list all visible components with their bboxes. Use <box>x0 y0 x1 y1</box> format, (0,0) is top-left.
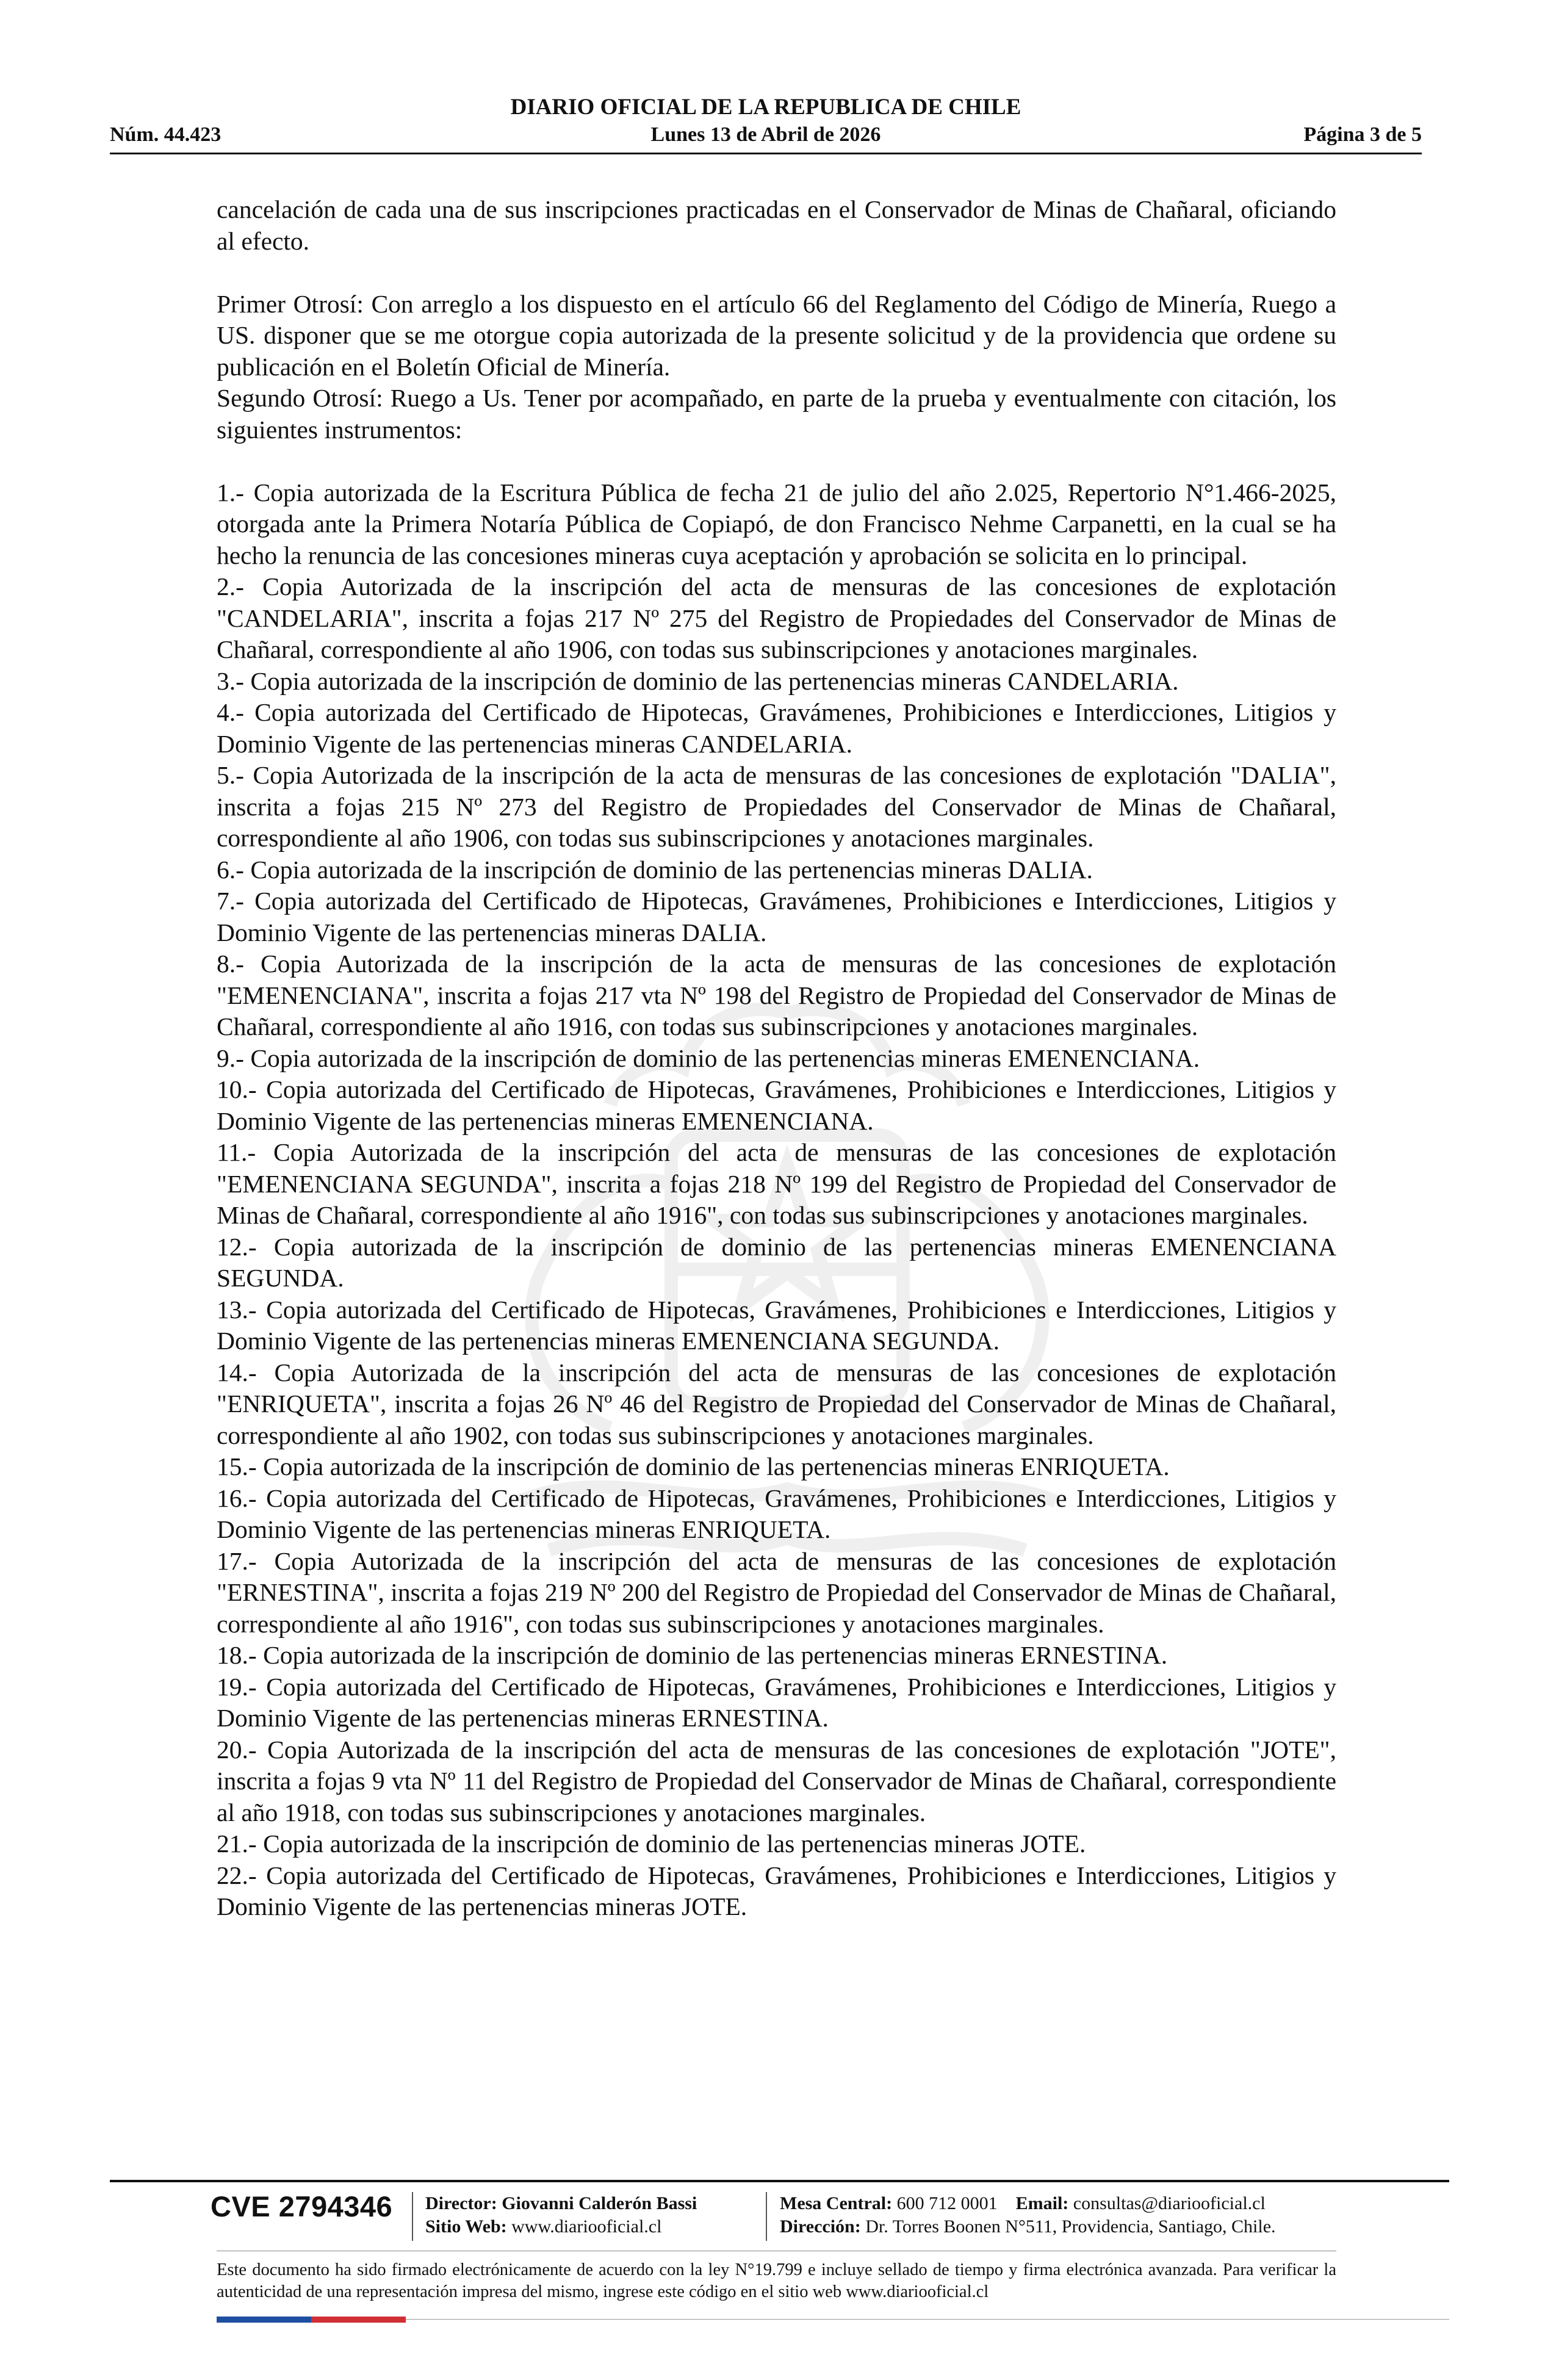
contact-line <box>780 2192 1276 2215</box>
footer-separator <box>412 2192 413 2241</box>
address-line <box>780 2215 1276 2238</box>
list-item: 19.- Copia autorizada del Certificado de Hipotecas, Gravámenes, Prohibiciones e Interdicciones, Litigios y Dominio Vigente de las pertenencias mineras ERNESTINA. <box>217 1672 1336 1732</box>
site-line <box>425 2215 697 2238</box>
flag-red-segment <box>311 2317 406 2323</box>
list-item: 20.- Copia Autorizada de la inscripción del acta de mensuras de las concesiones de explotación "JOTE", inscrita a fojas 9 vta Nº 11 del Registro de Propiedad del Conservador de Minas de Chañaral, correspondiente al año 1918, con todas sus subinscripciones y anotaciones marginales. <box>217 1735 1336 1826</box>
list-item: 16.- Copia autorizada del Certificado de Hipotecas, Gravámenes, Prohibiciones e Interdicciones, Litigios y Dominio Vigente de las pertenencias mineras ENRIQUETA. <box>217 1484 1336 1543</box>
list-item: 12.- Copia autorizada de la inscripción de dominio de las pertenencias mineras EMENENCIANA SEGUNDA. <box>217 1232 1336 1292</box>
document-body <box>217 194 1336 1923</box>
bottom-rule <box>406 2319 1449 2320</box>
gazette-title: DIARIO OFICIAL DE LA REPUBLICA DE CHILE <box>510 95 1021 120</box>
list-item: 9.- Copia autorizada de la inscripción de dominio de las pertenencias mineras EMENENCIANA. <box>217 1044 1200 1072</box>
list-item: 11.- Copia Autorizada de la inscripción del acta de mensuras de las concesiones de explotación "EMENENCIANA SEGUNDA", inscrita a fojas 218 Nº 199 del Registro de Propiedad del Conservador de Minas de Chañaral, correspondiente al año 1916", con todas sus subinscripciones y anotaciones marginales. <box>217 1138 1336 1229</box>
list-item: 7.- Copia autorizada del Certificado de Hipotecas, Gravámenes, Prohibiciones e Interdicciones, Litigios y Dominio Vigente de las pertenencias mineras DALIA. <box>217 887 1336 947</box>
list-item: 18.- Copia autorizada de la inscripción de dominio de las pertenencias mineras ERNESTINA. <box>217 1641 1168 1669</box>
list-item: 13.- Copia autorizada del Certificado de Hipotecas, Gravámenes, Prohibiciones e Interdicciones, Litigios y Dominio Vigente de las pertenencias mineras EMENENCIANA SEGUNDA. <box>217 1295 1336 1355</box>
director-line <box>425 2192 697 2215</box>
site-link[interactable]: www.diariooficial.cl <box>511 2216 662 2237</box>
address-label: Dirección: <box>780 2216 861 2237</box>
body-paragraph: Primer Otrosí: Con arreglo a los dispuesto en el artículo 66 del Reglamento del Código de Minería, Ruego a US. disponer que se me otorgue copia autorizada de la presente solicitud y de la providencia que ordene su publicación en el Boletín Oficial de Minería. <box>217 289 1336 381</box>
page-indicator: Página 3 de 5 <box>1303 123 1422 146</box>
body-paragraph: Segundo Otrosí: Ruego a Us. Tener por acompañado, en parte de la prueba y eventualmente con citación, los siguientes instrumentos: <box>217 384 1336 444</box>
email-link[interactable]: consultas@diariooficial.cl <box>1073 2193 1266 2213</box>
list-item: 17.- Copia Autorizada de la inscripción del acta de mensuras de las concesiones de explotación "ERNESTINA", inscrita a fojas 219 Nº 200 del Registro de Propiedad del Conservador de Minas de Chañaral, correspondiente al año 1916", con todas sus subinscripciones y anotaciones marginales. <box>217 1546 1336 1638</box>
list-item: 15.- Copia autorizada de la inscripción de dominio de las pertenencias mineras ENRIQUETA. <box>217 1452 1170 1480</box>
address-value: Dr. Torres Boonen N°511, Providencia, Santiago, Chile. <box>865 2216 1276 2237</box>
body-paragraph: cancelación de cada una de sus inscripciones practicadas en el Conservador de Minas de Chañaral, oficiando al efecto. <box>217 195 1336 255</box>
list-item: 4.- Copia autorizada del Certificado de Hipotecas, Gravámenes, Prohibiciones e Interdicciones, Litigios y Dominio Vigente de las pertenencias mineras CANDELARIA. <box>217 698 1336 758</box>
footer-contact-column <box>780 2192 1276 2238</box>
list-item: 8.- Copia Autorizada de la inscripción de la acta de mensuras de las concesiones de explotación "EMENENCIANA", inscrita a fojas 217 vta Nº 198 del Registro de Propiedad del Conservador de Minas de Chañaral, correspondiente al año 1916, con todas sus subinscripciones y anotaciones marginales. <box>217 950 1336 1040</box>
list-item: 14.- Copia Autorizada de la inscripción del acta de mensuras de las concesiones de explotación "ENRIQUETA", inscrita a fojas 26 Nº 46 del Registro de Propiedad del Conservador de Minas de Chañaral, correspondiente al año 1902, con todas sus subinscripciones y anotaciones marginales. <box>217 1358 1336 1449</box>
list-item: 6.- Copia autorizada de la inscripción de dominio de las pertenencias mineras DALIA. <box>217 855 1093 884</box>
director-name: Giovanni Calderón Bassi <box>502 2193 697 2213</box>
paragraph-gap <box>217 257 1336 289</box>
phone-value: 600 712 0001 <box>896 2193 998 2213</box>
footer-separator <box>766 2192 767 2241</box>
list-item: 5.- Copia Autorizada de la inscripción de la acta de mensuras de las concesiones de explotación "DALIA", inscrita a fojas 215 Nº 273 del Registro de Propiedades del Conservador de Minas de Chañaral, correspondiente al año 1906, con todas sus subinscripciones y anotaciones marginales. <box>217 761 1336 852</box>
list-item: 10.- Copia autorizada del Certificado de Hipotecas, Gravámenes, Prohibiciones e Interdicciones, Litigios y Dominio Vigente de las pertenencias mineras EMENENCIANA. <box>217 1075 1336 1135</box>
issue-number: Núm. 44.423 <box>110 123 222 146</box>
flag-blue-segment <box>217 2317 311 2323</box>
list-item: 3.- Copia autorizada de la inscripción de dominio de las pertenencias mineras CANDELARIA. <box>217 666 1179 695</box>
cve-code: CVE 2794346 <box>211 2190 393 2223</box>
list-item: 1.- Copia autorizada de la Escritura Pública de fecha 21 de julio del año 2.025, Repertorio N°1.466-2025, otorgada ante la Primera Notaría Pública de Copiapó, de don Francisco Nehme Carpanetti, en la cual se ha hecho la renuncia de las concesiones mineras cuya aceptación y aprobación se solicita en lo principal. <box>217 478 1336 569</box>
footer-divider <box>110 2180 1449 2182</box>
page-header <box>110 94 1422 154</box>
phone-label: Mesa Central: <box>780 2193 893 2213</box>
paragraph-gap <box>217 445 1336 477</box>
flag-stripe <box>217 2317 406 2323</box>
list-item: 22.- Copia autorizada del Certificado de Hipotecas, Gravámenes, Prohibiciones e Interdicciones, Litigios y Dominio Vigente de las pertenencias mineras JOTE. <box>217 1861 1336 1920</box>
site-label: Sitio Web: <box>425 2216 507 2237</box>
list-item: 2.- Copia Autorizada de la inscripción del acta de mensuras de las concesiones de explotación "CANDELARIA", inscrita a fojas 217 Nº 275 del Registro de Propiedades del Conservador de Minas de Chañaral, correspondiente al año 1906, con todas sus subinscripciones y anotaciones marginales. <box>217 572 1336 663</box>
email-label: Email: <box>1015 2193 1069 2213</box>
signature-disclaimer: Este documento ha sido firmado electrónicamente de acuerdo con la ley N°19.799 e incluye sellado de tiempo y firma electrónica avanzada. Para verificar la autenticidad de una representación impresa del mismo, ingrese este código en el sitio web www.diariooficial.cl <box>217 2260 1336 2301</box>
list-item: 21.- Copia autorizada de la inscripción de dominio de las pertenencias mineras JOTE. <box>217 1830 1086 1858</box>
footer-director-column <box>425 2192 697 2238</box>
issue-date: Lunes 13 de Abril de 2026 <box>650 123 881 146</box>
director-label: Director: <box>425 2193 497 2213</box>
